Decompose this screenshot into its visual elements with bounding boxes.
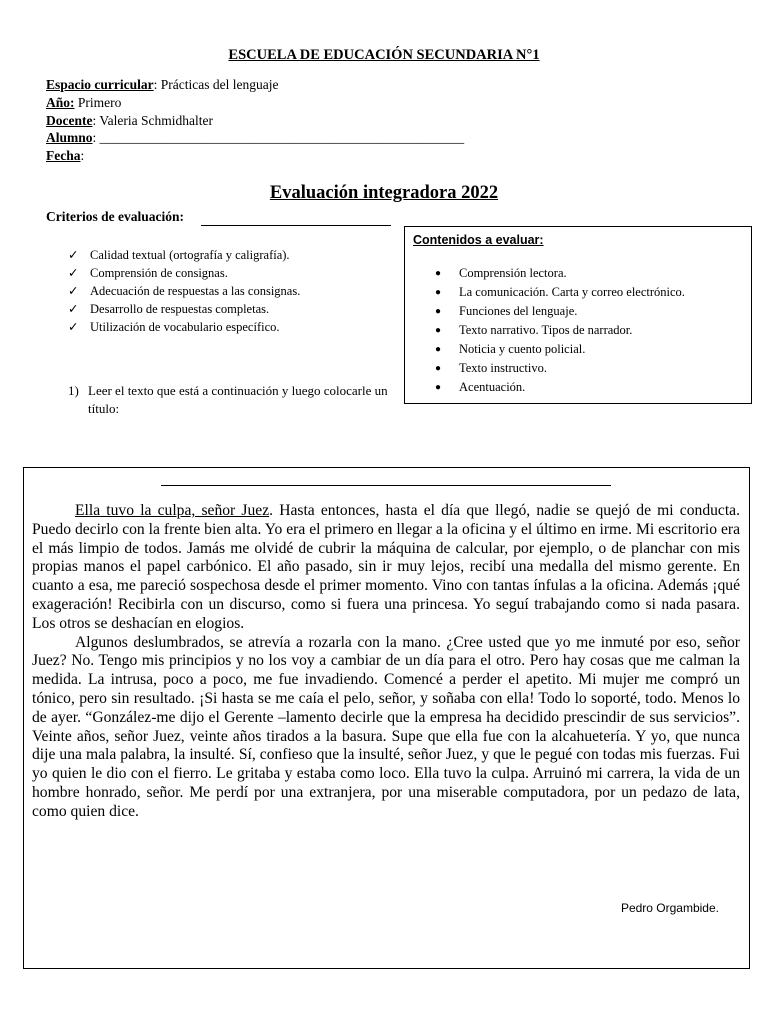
criteria-underline: [201, 225, 391, 226]
bullet-icon: ●: [435, 382, 442, 393]
contents-item: ● Texto narrativo. Tipos de narrador.: [435, 321, 685, 340]
field-label: Año:: [46, 95, 75, 110]
school-name: ESCUELA DE EDUCACIÓN SECUNDARIA N°1: [228, 47, 540, 63]
header-field-date: [46, 147, 84, 165]
field-value: Valeria Schmidhalter: [99, 113, 213, 128]
contents-item: ● Noticia y cuento policial.: [435, 340, 685, 359]
contents-item: ● Acentuación.: [435, 378, 685, 397]
bullet-icon: ●: [435, 325, 442, 336]
field-sep: :: [80, 148, 85, 163]
criteria-item: ✓ Desarrollo de respuestas completas.: [68, 302, 270, 316]
check-icon: ✓: [68, 302, 79, 316]
contents-item: ● Comprensión lectora.: [435, 264, 685, 283]
bullet-icon: ●: [435, 287, 442, 298]
field-label: Fecha: [46, 148, 81, 163]
story-author: Pedro Orgambide.: [620, 901, 719, 915]
story-paragraph-2: Algunos deslumbrados, se atrevía a rozarla con la mano. ¿Cree usted que yo me inmuté por eso, señor Juez? No. Tengo mis principios y no los voy a cambiar de un día para el otro. Pero hay cosas que me calman la medida. La intrusa, poco a poco, me fue invadiendo. Comencé a perder el apetito. Mi mujer me compró un tónico, pero sin resultado. ¡Si hasta se me caía el pelo, señor, y soñaba con ella! Todo lo soporté, todo. Menos lo de ayer. “González-me dijo el Gerente –lamento decirle que la empresa ha decidido prescindir de sus servicios”. Veinte años, señor Juez, veinte años tirados a la basura. Supe que ella fue con la alcahuetería. Y yo, que nunca dije una mala palabra, la insulté. Sí, confieso que la insulté, señor Juez, y que le pegué con todas mis fuerzas. Fui yo quien le dio con el fierro. Le gritaba y estaba como loco. Ella tuvo la culpa. Arruinó mi carrera, la vida de un hombre honrado, señor. Me perdí por una extranjera, por una miserable computadora, por un pedazo de lata, como quien dice.: [32, 633, 740, 820]
title-answer-line[interactable]: [161, 485, 611, 486]
bullet-icon: ●: [435, 363, 442, 374]
header-field-student: [46, 129, 464, 147]
story-lead: Ella tuvo la culpa, señor Juez: [75, 502, 270, 519]
header-field-curricular: [46, 76, 278, 94]
criteria-item: ✓ Comprensión de consignas.: [68, 266, 228, 280]
field-label: Espacio curricular: [46, 77, 154, 92]
question-number: 1): [68, 383, 79, 398]
story-text: [32, 502, 740, 822]
story-box: [23, 467, 750, 969]
criteria-heading: Criterios de evaluación:: [46, 209, 184, 224]
student-blank: ______________________________________________________: [99, 130, 465, 145]
check-icon: ✓: [68, 248, 79, 262]
contents-item: ● Texto instructivo.: [435, 359, 685, 378]
contents-item: ● La comunicación. Carta y correo electrónico.: [435, 283, 685, 302]
story-paragraph-1: Ella tuvo la culpa, señor Juez. Hasta entonces, hasta el día que llegó, nadie se quejó de mi conducta. Puedo decirlo con la frente bien alta. Yo era el primero en llegar a la oficina y el último en irme. Mi escritorio era el más limpio de todos. Jamás me olvidé de cubrir la máquina de calcular, por ejemplo, o de planchar con mis propias manos el papel carbónico. El año pasado, sin ir muy lejos, recibí una medalla del mismo gerente. En cuanto a esa, me pareció sospechosa desde el primer momento. Vino con tantas ínfulas a la oficina. Además ¡qué exageración! Recibirla con un discurso, como si fuera una princesa. Yo seguí trabajando como si nada pasara. Los otros se deshacían en elogios.: [32, 502, 740, 632]
question-text: Leer el texto que está a continuación y luego colocarle un título:: [88, 383, 388, 416]
check-icon: ✓: [68, 320, 79, 334]
contents-item: ● Funciones del lenguaje.: [435, 302, 685, 321]
bullet-icon: ●: [435, 344, 442, 355]
check-icon: ✓: [68, 266, 79, 280]
field-label: Docente: [46, 113, 93, 128]
check-icon: ✓: [68, 284, 79, 298]
criteria-item: ✓ Adecuación de respuestas a las consignas.: [68, 284, 301, 298]
field-sep: :: [92, 113, 100, 128]
field-value: Prácticas del lenguaje: [160, 77, 279, 92]
field-value: Primero: [77, 95, 122, 110]
criteria-list: [68, 246, 300, 336]
bullet-icon: ●: [435, 306, 442, 317]
header-field-year: [46, 94, 121, 112]
criteria-item: ✓ Utilización de vocabulario específico.: [68, 320, 280, 334]
bullet-icon: ●: [435, 268, 442, 279]
question-1: [68, 382, 398, 418]
contents-box: [404, 226, 752, 404]
field-sep: :: [92, 130, 100, 145]
page-title: Evaluación integradora 2022: [269, 183, 499, 203]
field-sep: :: [153, 77, 161, 92]
contents-heading: Contenidos a evaluar:: [413, 233, 544, 247]
field-label: Alumno: [46, 130, 93, 145]
criteria-item: ✓ Calidad textual (ortografía y caligrafía).: [68, 248, 290, 262]
contents-list: [435, 264, 685, 397]
header-field-teacher: [46, 112, 213, 130]
